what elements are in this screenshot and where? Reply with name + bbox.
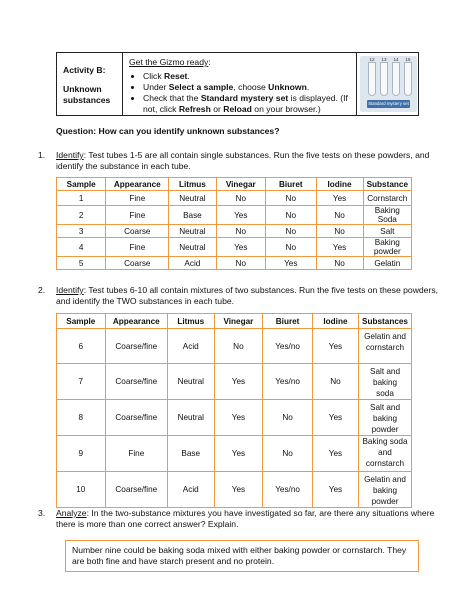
select-sample-keyword: Select a sample — [168, 82, 234, 92]
cell-biuret: Yes/no — [263, 472, 313, 508]
test-tube-icon — [392, 62, 400, 96]
cell-vinegar: Yes — [214, 472, 263, 508]
cell-biuret: No — [266, 238, 317, 257]
cell-substances — [359, 472, 412, 508]
table-row — [57, 436, 412, 472]
cell-vinegar: Yes — [214, 364, 263, 400]
cell-sample: 8 — [57, 400, 106, 436]
answer-box[interactable]: Number nine could be baking soda mixed with either baking powder or cornstarch. They are both fine and have starch present and no protein. — [65, 540, 419, 572]
reload-keyword: Reload — [223, 104, 252, 114]
step-text: or — [210, 104, 224, 114]
table-header-row — [57, 178, 412, 191]
step-text: , choose — [233, 82, 269, 92]
cell-iodine: No — [316, 206, 363, 225]
cell-substance: Cornstarch — [363, 191, 411, 206]
activity-name — [63, 84, 110, 106]
table-row — [57, 191, 412, 206]
header-appearance: Appearance — [105, 314, 167, 329]
cell-vinegar: Yes — [216, 206, 265, 225]
cell-biuret: No — [263, 400, 313, 436]
cell-appearance: Coarse/fine — [105, 400, 167, 436]
cell-vinegar: Yes — [214, 436, 263, 472]
step-text: is displayed. (If not, click — [143, 93, 348, 114]
unknown-keyword: Unknown — [268, 82, 307, 92]
q3-label: Analyze — [56, 508, 87, 518]
cell-vinegar: No — [214, 329, 263, 364]
cell-appearance: Fine — [106, 206, 169, 225]
cell-litmus: Neutral — [167, 400, 214, 436]
table-row — [57, 257, 412, 270]
cell-sample: 2 — [57, 206, 106, 225]
cell-appearance: Coarse/fine — [105, 364, 167, 400]
table-header-row — [57, 314, 412, 329]
tube-number: 14 — [393, 57, 399, 62]
cell-sample: 10 — [57, 472, 106, 508]
table-row — [57, 238, 412, 257]
cell-appearance: Fine — [106, 191, 169, 206]
cell-substance: Salt — [363, 225, 411, 238]
test-tube-icon — [380, 62, 388, 96]
cell-litmus: Neutral — [169, 225, 216, 238]
header-iodine: Iodine — [316, 178, 363, 191]
header-iodine: Iodine — [312, 314, 358, 329]
cell-biuret: No — [263, 436, 313, 472]
q3-text — [56, 508, 440, 530]
gizmo-ready-text: Get the Gizmo ready — [129, 57, 209, 67]
reset-keyword: Reset — [164, 71, 188, 81]
substance-line: and cornstarch — [365, 448, 405, 468]
cell-iodine: Yes — [312, 329, 358, 364]
cell-appearance: Coarse — [106, 257, 169, 270]
cell-appearance: Coarse — [106, 225, 169, 238]
cell-appearance: Fine — [106, 238, 169, 257]
header-vinegar: Vinegar — [214, 314, 263, 329]
cell-iodine: No — [316, 257, 363, 270]
cell-iodine: Yes — [316, 238, 363, 257]
table-row — [57, 364, 412, 400]
cell-vinegar: No — [216, 257, 265, 270]
cell-litmus: Neutral — [169, 238, 216, 257]
activity-label-cell — [57, 53, 123, 115]
standard-set-keyword: Standard mystery set — [200, 93, 289, 103]
substance-line: Gelatin and — [364, 475, 406, 484]
cell-vinegar: Yes — [216, 238, 265, 257]
activity-name-line2: substances — [63, 95, 111, 105]
single-substance-table — [56, 177, 412, 270]
table-row — [57, 472, 412, 508]
substance-line: cornstarch — [365, 343, 405, 352]
table-row — [57, 206, 412, 225]
header-litmus: Litmus — [167, 314, 214, 329]
activity-box — [56, 52, 419, 116]
cell-iodine: No — [316, 225, 363, 238]
test-tube-icon — [404, 62, 412, 96]
cell-biuret: No — [266, 191, 317, 206]
tube-number: 15 — [405, 57, 411, 62]
cell-litmus: Base — [167, 436, 214, 472]
cell-iodine: Yes — [312, 472, 358, 508]
gizmo-thumbnail-cell — [357, 53, 420, 115]
q2-body: : Test tubes 6-10 all contain mixtures of two substances. Run the five tests on these powders, and identify the TWO substances in each tube. — [56, 285, 439, 306]
cell-litmus: Acid — [167, 472, 214, 508]
activity-title: Activity B: — [63, 65, 106, 75]
q1-number: 1. — [38, 150, 46, 160]
table-row — [57, 329, 412, 364]
substance-line: Salt and baking — [369, 403, 401, 423]
cell-appearance: Coarse/fine — [105, 329, 167, 364]
header-appearance: Appearance — [106, 178, 169, 191]
cell-substances — [359, 364, 412, 400]
cell-sample: 5 — [57, 257, 106, 270]
q1-body: : Test tubes 1-5 are all contain single substances. Run the five tests on these powders, and identify the substance in each tube. — [56, 150, 430, 171]
cell-substance: Baking Soda — [363, 206, 411, 225]
step-text: . — [306, 82, 310, 92]
cell-substance: Baking powder — [363, 238, 411, 257]
cell-iodine: No — [312, 364, 358, 400]
gizmo-thumbnail — [360, 56, 417, 112]
cell-iodine: Yes — [316, 191, 363, 206]
cell-substances — [359, 436, 412, 472]
cell-sample: 1 — [57, 191, 106, 206]
gizmo-ready-colon: : — [208, 57, 211, 67]
step-item — [143, 71, 350, 82]
cell-biuret: Yes — [266, 257, 317, 270]
header-biuret: Biuret — [266, 178, 317, 191]
tube-number: 13 — [381, 57, 387, 62]
cell-sample: 9 — [57, 436, 106, 472]
q3-number: 3. — [38, 508, 46, 518]
cell-litmus: Acid — [167, 329, 214, 364]
cell-vinegar: No — [216, 225, 265, 238]
question-heading: Question: How can you identify unknown substances? — [56, 126, 280, 136]
tube-number: 12 — [369, 57, 375, 62]
cell-litmus: Base — [169, 206, 216, 225]
cell-iodine: Yes — [312, 400, 358, 436]
cell-biuret: No — [266, 206, 317, 225]
cell-litmus: Acid — [169, 257, 216, 270]
cell-sample: 3 — [57, 225, 106, 238]
setup-steps — [129, 71, 350, 115]
header-sample: Sample — [57, 178, 106, 191]
step-text: . — [187, 71, 190, 81]
cell-vinegar: Yes — [214, 400, 263, 436]
step-text: Under — [143, 82, 169, 92]
header-substance: Substance — [363, 178, 411, 191]
substance-line: soda — [376, 389, 394, 398]
substance-line: powder — [371, 425, 399, 434]
header-sample: Sample — [57, 314, 106, 329]
q2-label: Identify — [56, 285, 84, 295]
cell-appearance: Fine — [105, 436, 167, 472]
table-row — [57, 400, 412, 436]
cell-biuret: No — [266, 225, 317, 238]
cell-vinegar: No — [216, 191, 265, 206]
cell-appearance: Coarse/fine — [105, 472, 167, 508]
q2-number: 2. — [38, 285, 46, 295]
cell-biuret: Yes/no — [263, 364, 313, 400]
header-litmus: Litmus — [169, 178, 216, 191]
step-text: Click — [143, 71, 165, 81]
table-row — [57, 225, 412, 238]
header-biuret: Biuret — [263, 314, 313, 329]
step-text: on your browser.) — [251, 104, 321, 114]
cell-substance: Gelatin — [363, 257, 411, 270]
step-text: Check that the — [143, 93, 201, 103]
header-vinegar: Vinegar — [216, 178, 265, 191]
q1-text — [56, 150, 436, 172]
substance-line: Baking soda — [362, 437, 408, 446]
test-tube-icon — [368, 62, 376, 96]
cell-substances — [359, 329, 412, 364]
cell-litmus: Neutral — [169, 191, 216, 206]
q3-body: : In the two-substance mixtures you have investigated so far, are there any situations where there is more than one correct answer? Explain. — [56, 508, 435, 529]
standard-set-label: Standard mystery set — [368, 101, 409, 106]
cell-biuret: Yes/no — [263, 329, 313, 364]
activity-name-line1: Unknown — [63, 84, 102, 94]
substance-line: baking powder — [371, 486, 399, 506]
mixture-table — [56, 313, 412, 508]
cell-sample: 4 — [57, 238, 106, 257]
gizmo-ready-heading — [129, 57, 350, 68]
substance-line: Salt and baking — [369, 367, 401, 387]
cell-substances — [359, 400, 412, 436]
instructions-cell — [123, 53, 357, 115]
header-substances: Substances — [359, 314, 412, 329]
step-item — [143, 82, 350, 93]
cell-litmus: Neutral — [167, 364, 214, 400]
q1-label: Identify — [56, 150, 84, 160]
step-item — [143, 93, 350, 115]
cell-iodine: Yes — [312, 436, 358, 472]
q2-text — [56, 285, 440, 307]
substance-line: Gelatin and — [364, 332, 406, 341]
cell-sample: 7 — [57, 364, 106, 400]
refresh-keyword: Refresh — [178, 104, 211, 114]
cell-sample: 6 — [57, 329, 106, 364]
